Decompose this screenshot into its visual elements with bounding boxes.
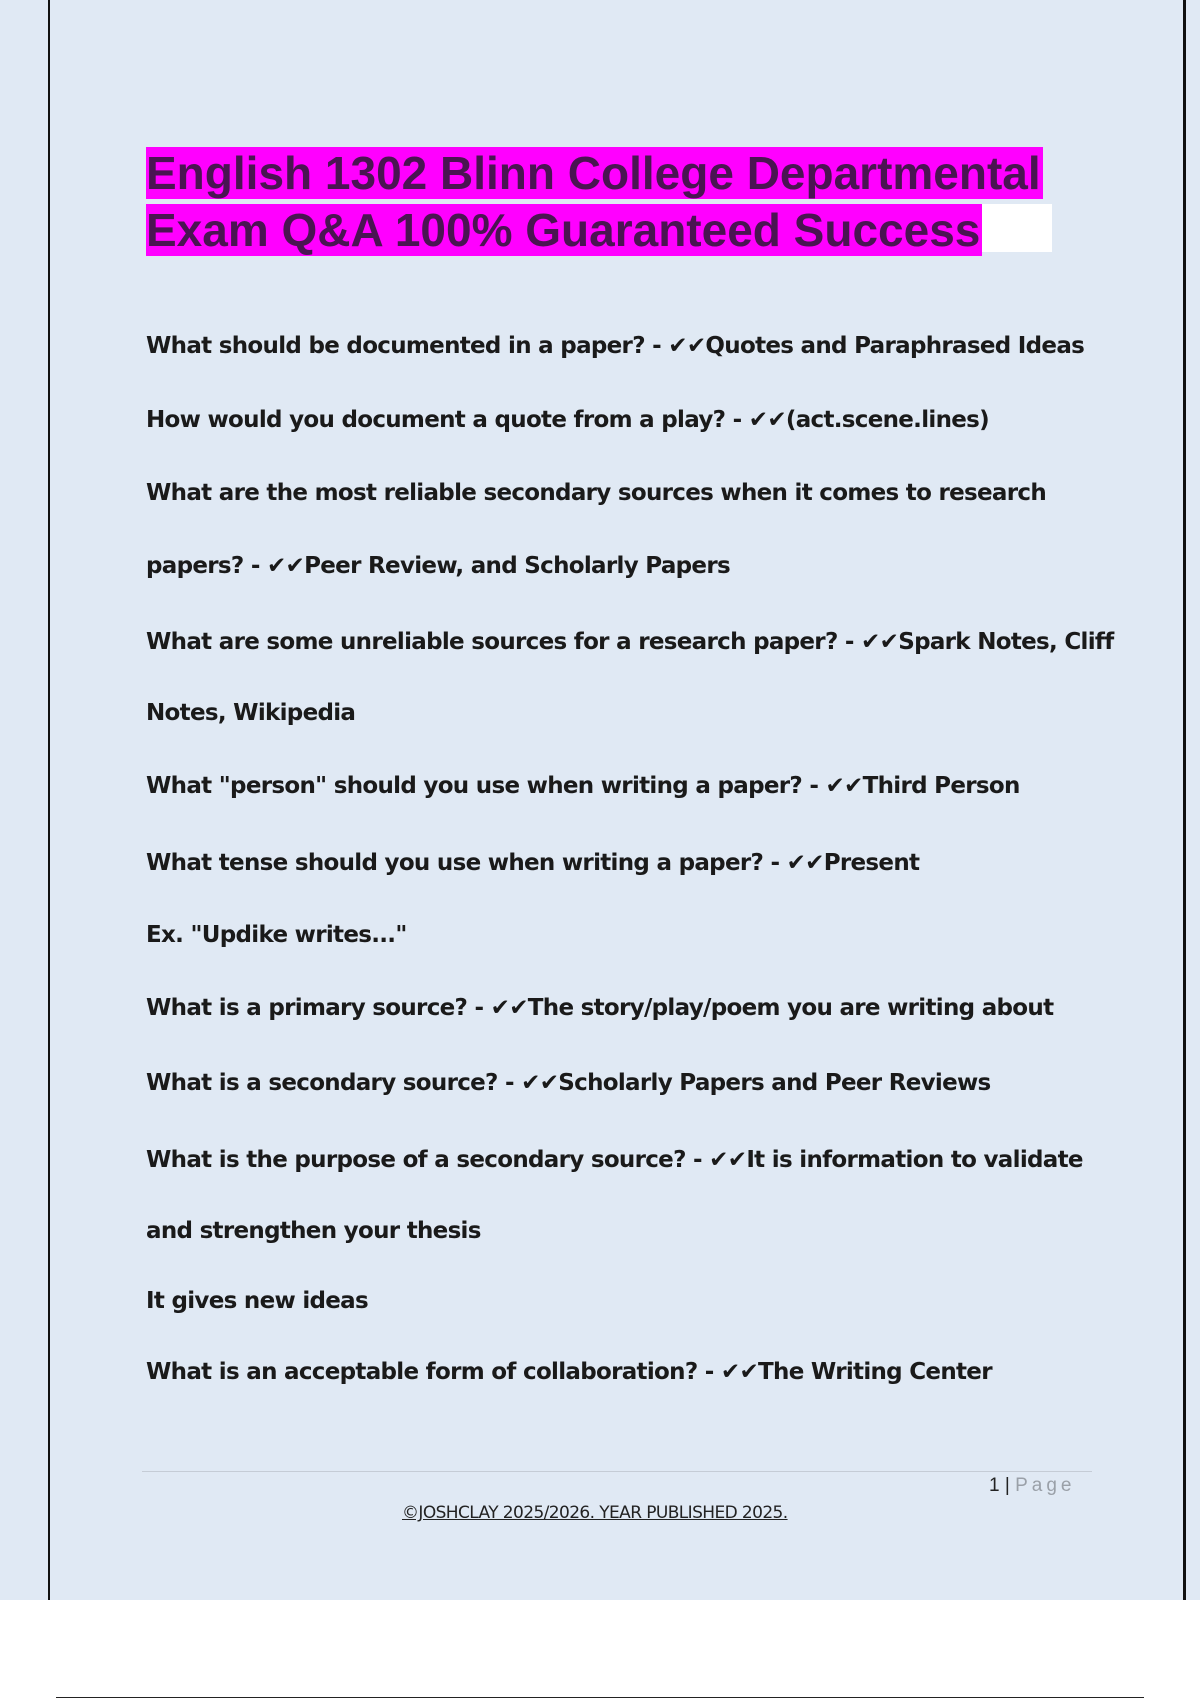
qa-line: What is the purpose of a secondary source? - ✔✔It is information to validate <box>146 1147 1083 1173</box>
bottom-divider <box>56 1697 1144 1698</box>
qa-line: Notes, Wikipedia <box>146 700 356 726</box>
qa-line: What should be documented in a paper? - ✔✔Quotes and Paraphrased Ideas <box>146 333 1085 359</box>
page-number-word: Page <box>1015 1475 1076 1496</box>
footer-divider <box>142 1471 1092 1472</box>
qa-line: Ex. "Updike writes..." <box>146 922 407 948</box>
qa-line: What are the most reliable secondary sources when it comes to research <box>146 480 1047 506</box>
qa-line: What are some unreliable sources for a research paper? - ✔✔Spark Notes, Cliff <box>146 629 1114 655</box>
qa-line: papers? - ✔✔Peer Review, and Scholarly Papers <box>146 553 730 579</box>
copyright-notice: ©JOSHCLAY 2025/2026. YEAR PUBLISHED 2025. <box>402 1503 788 1523</box>
document-title <box>146 145 1091 259</box>
title-line-2: Exam Q&A 100% Guaranteed Success <box>146 204 981 256</box>
title-line-1: English 1302 Blinn College Departmental <box>146 147 1041 199</box>
title-highlight-gap <box>982 204 1052 252</box>
page-border-right <box>1183 0 1186 1600</box>
page-number-separator: | <box>1004 1475 1010 1496</box>
qa-line: How would you document a quote from a play? - ✔✔(act.scene.lines) <box>146 407 989 433</box>
qa-line: What is an acceptable form of collaboration? - ✔✔The Writing Center <box>146 1359 992 1385</box>
qa-line: What is a secondary source? - ✔✔Scholarly Papers and Peer Reviews <box>146 1070 991 1096</box>
qa-line: What is a primary source? - ✔✔The story/play/poem you are writing about <box>146 995 1054 1021</box>
page-border-left <box>48 0 50 1600</box>
qa-line: What "person" should you use when writing a paper? - ✔✔Third Person <box>146 773 1020 799</box>
page-number-value: 1 <box>989 1475 1000 1496</box>
page-number <box>989 1475 1075 1497</box>
qa-line: It gives new ideas <box>146 1288 368 1314</box>
qa-line: What tense should you use when writing a paper? - ✔✔Present <box>146 850 920 876</box>
qa-line: and strengthen your thesis <box>146 1218 481 1244</box>
